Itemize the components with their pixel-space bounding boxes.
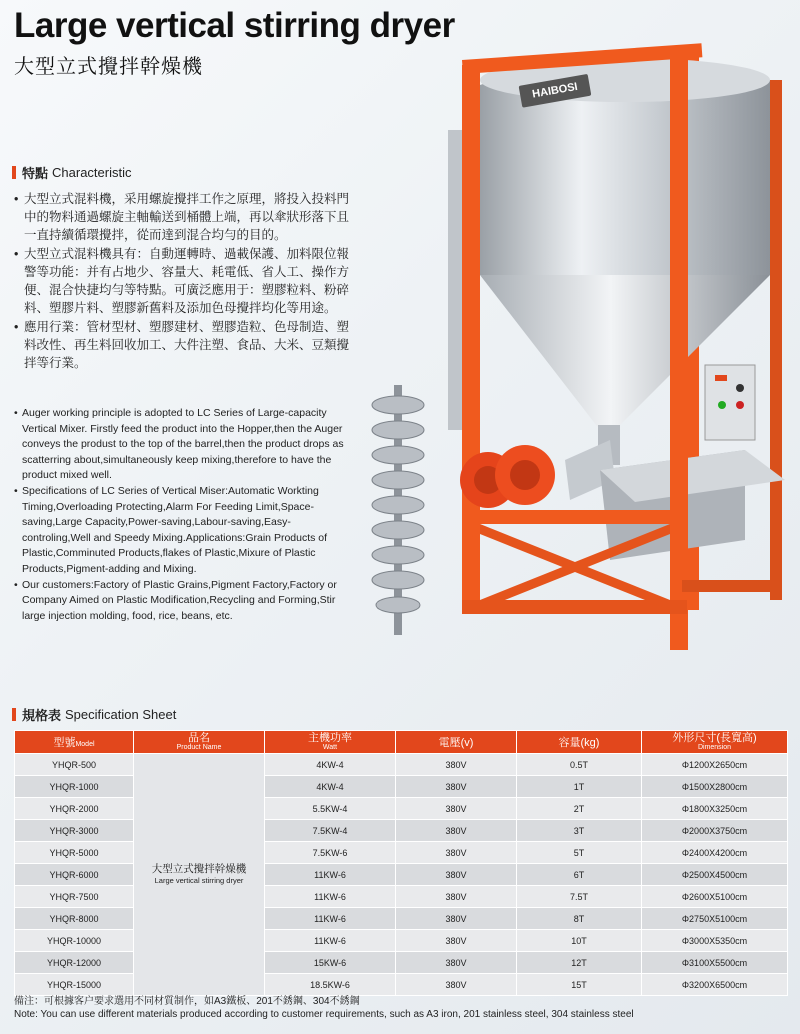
page-title: Large vertical stirring dryer bbox=[14, 6, 455, 45]
spec-heading bbox=[12, 705, 176, 724]
list-item: • 大型立式混料機，采用螺旋攪拌工作之原理，將投入投料門中的物料通過螺旋主軸輸送到桶體上端，再以傘狀形落下且一直持續循環攪拌，從而達到混合均勻的目的。 bbox=[14, 190, 354, 244]
cell-model: YHQR-6000 bbox=[15, 864, 134, 886]
cell-dimension: Φ3100X5500cm bbox=[642, 952, 788, 974]
cell-model: YHQR-10000 bbox=[15, 930, 134, 952]
cell-model: YHQR-1000 bbox=[15, 776, 134, 798]
cell-model: YHQR-5000 bbox=[15, 842, 134, 864]
cell-watt: 15KW-6 bbox=[265, 952, 396, 974]
footnote-en: Note: You can use different materials produced according to customer requirements, such as A3 iron, 201 stainless steel, 304 stainless steel bbox=[14, 1009, 634, 1020]
table-row bbox=[15, 974, 788, 996]
table-row bbox=[15, 930, 788, 952]
cell-capacity: 2T bbox=[517, 798, 642, 820]
cell-watt: 4KW-4 bbox=[265, 776, 396, 798]
col-product-name: 品名 Product Name bbox=[134, 731, 265, 754]
page-subtitle: 大型立式攪拌幹燥機 bbox=[14, 56, 203, 78]
cell-voltage: 380V bbox=[396, 776, 517, 798]
spec-heading-zh: 規格表 bbox=[22, 708, 62, 723]
cell-model: YHQR-2000 bbox=[15, 798, 134, 820]
col-capacity: 容量(kg) bbox=[517, 731, 642, 754]
list-item: • Our customers:Factory of Plastic Grains,Pigment Factory,Factory or Company Aimed on Plastic Modification,Recycling and Forming,Stir large injection molding, food, rice, beans, etc. bbox=[14, 578, 359, 625]
spec-table bbox=[14, 730, 788, 996]
cell-dimension: Φ3000X5350cm bbox=[642, 930, 788, 952]
col-voltage: 電壓(v) bbox=[396, 731, 517, 754]
cell-dimension: Φ3200X6500cm bbox=[642, 974, 788, 996]
col-model: 型號Model bbox=[15, 731, 134, 754]
cell-watt: 11KW-6 bbox=[265, 908, 396, 930]
characteristic-heading-en: Characteristic bbox=[52, 165, 132, 180]
product-name-zh: 大型立式攪拌幹燥機 bbox=[151, 862, 247, 875]
table-row bbox=[15, 886, 788, 908]
list-item: • Specifications of LC Series of Vertical Miser:Automatic Workting Timing,Overloading Protecting,Alarm For Feeding Limit,Space-saving,Large Capacity,Power-saving,Labour-saving,Easy-controling,Well and Speedy Mixing.Applications:Grain Products of Plastic,Comminuted Products,flakes of Plastic,Mixure of Plastic Products,Pigment-adding and Mixing. bbox=[14, 484, 359, 578]
cell-capacity: 10T bbox=[517, 930, 642, 952]
cell-dimension: Φ1800X3250cm bbox=[642, 798, 788, 820]
cell-model: YHQR-12000 bbox=[15, 952, 134, 974]
cell-dimension: Φ2750X5100cm bbox=[642, 908, 788, 930]
cell-voltage: 380V bbox=[396, 886, 517, 908]
cell-capacity: 7.5T bbox=[517, 886, 642, 908]
footnote-zh: 備注：可根據客户要求選用不同材質制作，如A3鐵板、201不銹鋼、304不銹鋼 bbox=[14, 996, 360, 1007]
spec-table-header bbox=[15, 731, 788, 754]
cell-capacity: 6T bbox=[517, 864, 642, 886]
cell-capacity: 5T bbox=[517, 842, 642, 864]
cell-dimension: Φ1500X2800cm bbox=[642, 776, 788, 798]
cell-watt: 5.5KW-4 bbox=[265, 798, 396, 820]
cell-voltage: 380V bbox=[396, 820, 517, 842]
table-row bbox=[15, 798, 788, 820]
cell-voltage: 380V bbox=[396, 754, 517, 776]
cell-watt: 11KW-6 bbox=[265, 864, 396, 886]
cell-capacity: 15T bbox=[517, 974, 642, 996]
cell-dimension: Φ1200X2650cm bbox=[642, 754, 788, 776]
cell-watt: 11KW-6 bbox=[265, 930, 396, 952]
footnote bbox=[14, 995, 634, 1021]
cell-capacity: 8T bbox=[517, 908, 642, 930]
heading-marker bbox=[12, 166, 16, 179]
dryer-machine-image bbox=[400, 40, 800, 660]
cell-voltage: 380V bbox=[396, 908, 517, 930]
cell-watt: 7.5KW-4 bbox=[265, 820, 396, 842]
cell-capacity: 3T bbox=[517, 820, 642, 842]
table-row bbox=[15, 952, 788, 974]
cell-dimension: Φ2400X4200cm bbox=[642, 842, 788, 864]
cell-model: YHQR-3000 bbox=[15, 820, 134, 842]
cell-voltage: 380V bbox=[396, 974, 517, 996]
col-watt: 主機功率 Watt bbox=[265, 731, 396, 754]
table-row bbox=[15, 754, 788, 776]
cell-product-name bbox=[134, 754, 265, 996]
cell-watt: 11KW-6 bbox=[265, 886, 396, 908]
cell-model: YHQR-15000 bbox=[15, 974, 134, 996]
table-row bbox=[15, 776, 788, 798]
product-name-en: Large vertical stirring dryer bbox=[154, 875, 244, 885]
characteristic-heading bbox=[12, 163, 131, 182]
table-row bbox=[15, 864, 788, 886]
table-row bbox=[15, 908, 788, 930]
list-item: • 大型立式混料機具有：自動運轉時、過載保護、加料限位報警等功能：并有占地少、容量大、耗電低、省人工、操作方便、混合快捷均勻等特點。可廣泛應用于：塑膠粒料、粉碎料、塑膠片料、塑膠新舊料及添加色母攪拌均化等用途。 bbox=[14, 245, 354, 317]
list-item: • Auger working principle is adopted to LC Series of Large-capacity Vertical Mixer. Firstly feed the product into the Hopper,then the Auger conveys the produst to the top of the barrel,then the product drops as scatterring about,simultaneously keep mixing,therefore to have the product mixed well. bbox=[14, 406, 359, 484]
cell-capacity: 1T bbox=[517, 776, 642, 798]
cell-watt: 7.5KW-6 bbox=[265, 842, 396, 864]
cell-dimension: Φ2500X4500cm bbox=[642, 864, 788, 886]
col-dimension: 外形尺寸(長寬高) Dimension bbox=[642, 731, 788, 754]
cell-capacity: 12T bbox=[517, 952, 642, 974]
cell-watt: 4KW-4 bbox=[265, 754, 396, 776]
heading-marker bbox=[12, 708, 16, 721]
cell-model: YHQR-500 bbox=[15, 754, 134, 776]
cell-voltage: 380V bbox=[396, 842, 517, 864]
cell-voltage: 380V bbox=[396, 952, 517, 974]
cell-watt: 18.5KW-6 bbox=[265, 974, 396, 996]
characteristic-zh-list bbox=[14, 190, 354, 373]
table-row bbox=[15, 820, 788, 842]
auger-screw-image bbox=[368, 385, 428, 635]
cell-voltage: 380V bbox=[396, 798, 517, 820]
cell-capacity: 0.5T bbox=[517, 754, 642, 776]
cell-voltage: 380V bbox=[396, 864, 517, 886]
characteristic-heading-zh: 特點 bbox=[22, 166, 49, 181]
cell-dimension: Φ2000X3750cm bbox=[642, 820, 788, 842]
characteristic-en-list bbox=[14, 406, 359, 624]
cell-dimension: Φ2600X5100cm bbox=[642, 886, 788, 908]
list-item: • 應用行業：管材型材、塑膠建材、塑膠造粒、色母制造、塑料改性、再生料回收加工、大件注塑、食品、大米、豆類攪拌等行業。 bbox=[14, 318, 354, 372]
spec-heading-en: Specification Sheet bbox=[65, 707, 177, 722]
cell-model: YHQR-7500 bbox=[15, 886, 134, 908]
table-row bbox=[15, 842, 788, 864]
cell-voltage: 380V bbox=[396, 930, 517, 952]
cell-model: YHQR-8000 bbox=[15, 908, 134, 930]
brand-logo-text: HAIBOSI bbox=[531, 80, 579, 101]
